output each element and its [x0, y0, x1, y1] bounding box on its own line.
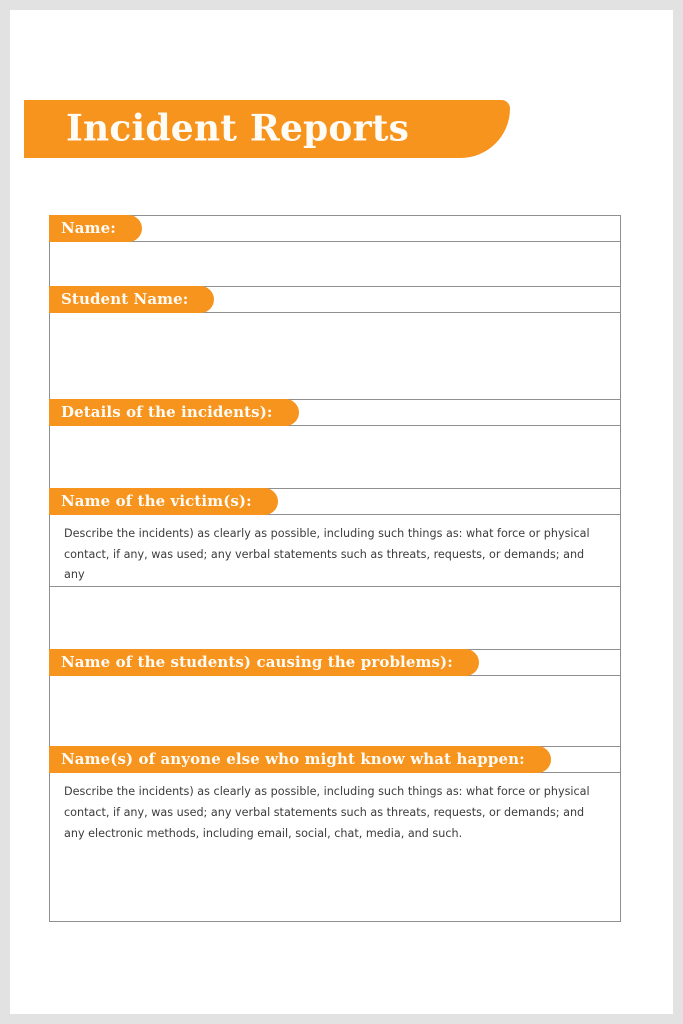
field-label-students-causing: Name of the students) causing the problems):: [61, 653, 453, 672]
label-tab-details: [49, 399, 299, 426]
field-label-student-name: Student Name:: [61, 290, 189, 308]
table-row: [50, 426, 621, 489]
field-label-name: Name:: [61, 219, 116, 237]
table-row: [50, 747, 621, 773]
field-label-details: Details of the incidents):: [61, 403, 273, 421]
instruction-text-short: Describe the incidents) as clearly as possible, including such things as: what force or physical contact, if any, was used; any verbal statements such as threats, requests, or demands; and any: [64, 527, 590, 582]
table-row: [50, 676, 621, 747]
field-instructions-victims[interactable]: [50, 515, 621, 587]
field-label-cell-witnesses: [50, 747, 621, 773]
instruction-text-full: Describe the incidents) as clearly as possible, including such things as: what force or physical contact, if any, was used; any verbal statements such as threats, requests, or demands; and any electronic methods, including email, social, chat, media, and such.: [64, 785, 590, 840]
table-row: [50, 650, 621, 676]
field-label-cell-students-causing: [50, 650, 621, 676]
field-label-witnesses: Name(s) of anyone else who might know what happen:: [61, 750, 525, 769]
field-label-cell-name: [50, 216, 621, 242]
table-row: [50, 400, 621, 426]
table-row: [50, 216, 621, 242]
table-row: [50, 489, 621, 515]
label-tab-students-causing: [49, 649, 479, 676]
title-banner: [24, 100, 510, 158]
field-input-students-causing[interactable]: [50, 676, 621, 747]
table-row: [50, 587, 621, 650]
table-row: [50, 287, 621, 313]
incident-report-form-table: [49, 215, 621, 922]
label-tab-witnesses: [49, 746, 551, 773]
field-input-details[interactable]: [50, 426, 621, 489]
field-input-victims[interactable]: [50, 587, 621, 650]
label-tab-name: [49, 215, 142, 242]
document-page: [10, 10, 673, 1014]
label-tab-victims: [49, 488, 278, 515]
label-tab-student-name: [49, 286, 214, 313]
field-label-cell-student-name: [50, 287, 621, 313]
field-input-name[interactable]: [50, 242, 621, 287]
table-row: [50, 313, 621, 400]
table-row: [50, 242, 621, 287]
field-label-cell-details: [50, 400, 621, 426]
field-instructions-witnesses[interactable]: [50, 773, 621, 922]
table-row: [50, 773, 621, 922]
page-title: Incident Reports: [66, 107, 410, 150]
table-row: [50, 515, 621, 587]
field-label-cell-victims: [50, 489, 621, 515]
field-input-student-name[interactable]: [50, 313, 621, 400]
field-label-victims: Name of the victim(s):: [61, 492, 252, 510]
